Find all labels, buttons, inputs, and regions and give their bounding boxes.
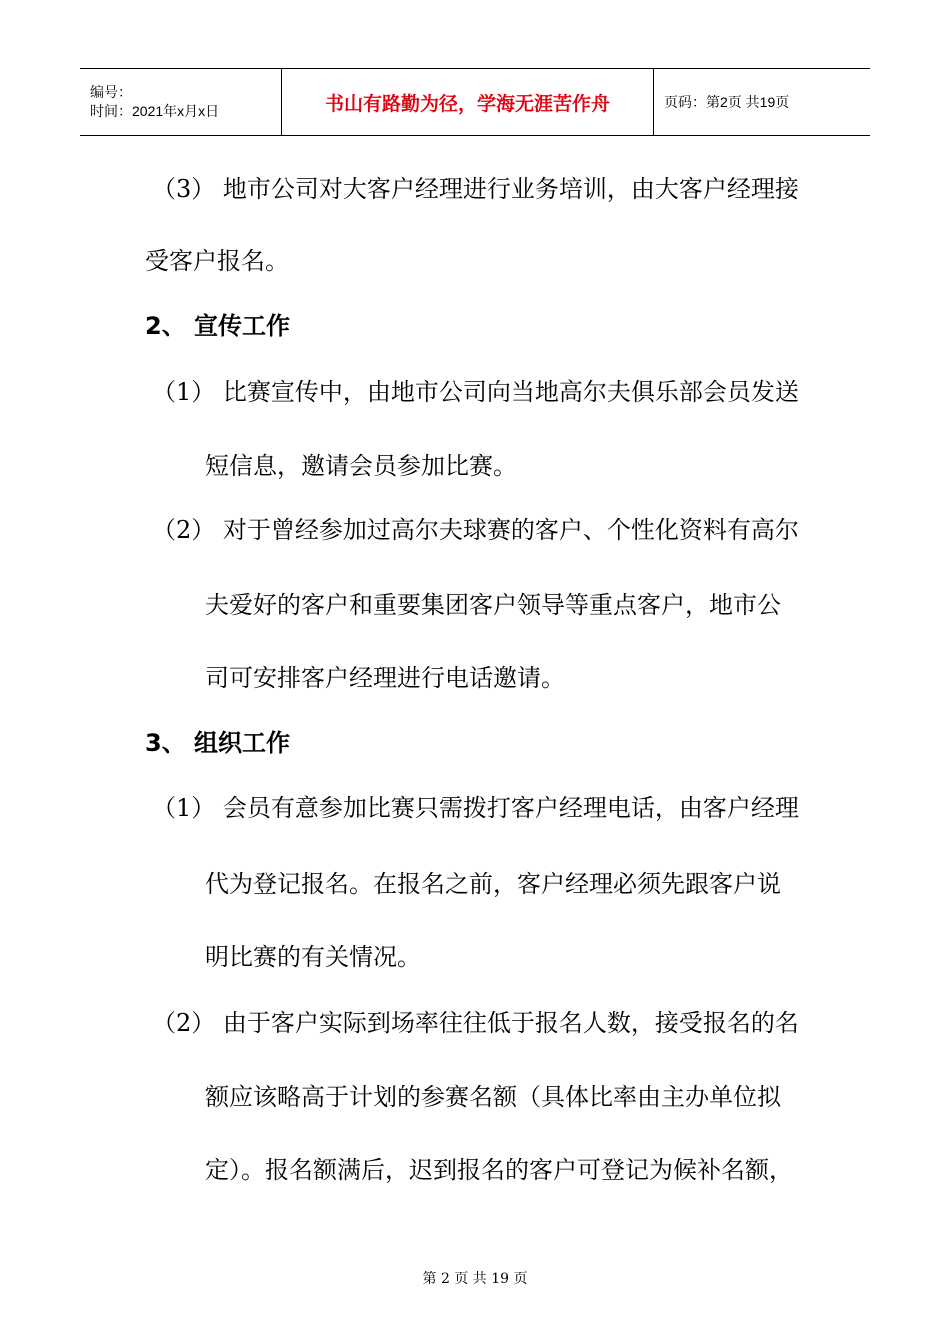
document-number-label: 编号： bbox=[90, 84, 132, 100]
header-motto bbox=[282, 69, 654, 135]
paragraph-line: 司可安排客户经理进行电话邀请。 bbox=[205, 664, 565, 692]
paragraph-line: （3） 地市公司对大客户经理进行业务培训，由大客户经理接 bbox=[152, 175, 799, 203]
paragraph-line: （1） 会员有意参加比赛只需拨打客户经理电话，由客户经理 bbox=[152, 794, 799, 822]
header-meta bbox=[80, 69, 282, 135]
header-page-info bbox=[654, 69, 870, 135]
paragraph-line: （2） 由于客户实际到场率往往低于报名人数，接受报名的名 bbox=[152, 1009, 799, 1037]
paragraph-line: 代为登记报名。在报名之前，客户经理必须先跟客户说 bbox=[205, 870, 781, 898]
footer-page-number: 第 2 页 共 19 页 bbox=[422, 1271, 528, 1287]
paragraph-line: 额应该略高于计划的参赛名额（具体比率由主办单位拟 bbox=[205, 1083, 781, 1111]
paragraph-line: （1） 比赛宣传中，由地市公司向当地高尔夫俱乐部会员发送 bbox=[152, 378, 799, 406]
page-number-label: 页码：第2页 共19页 bbox=[664, 94, 790, 110]
document-date-label: 时间：2021年x月x日 bbox=[90, 103, 220, 119]
paragraph-line: 短信息，邀请会员参加比赛。 bbox=[205, 452, 517, 480]
motto-text: 书山有路勤为径，学海无涯苦作舟 bbox=[324, 92, 610, 115]
page-footer bbox=[0, 1268, 950, 1288]
paragraph-line: 明比赛的有关情况。 bbox=[205, 943, 421, 971]
page-header bbox=[80, 68, 870, 136]
paragraph-line: 夫爱好的客户和重要集团客户领导等重点客户，地市公 bbox=[205, 591, 781, 619]
section-heading: 2、 宣传工作 bbox=[145, 312, 291, 340]
paragraph-line: 受客户报名。 bbox=[145, 247, 289, 275]
paragraph-line: 定）。报名额满后，迟到报名的客户可登记为候补名额， bbox=[205, 1156, 793, 1184]
paragraph-line: （2） 对于曾经参加过高尔夫球赛的客户、个性化资料有高尔 bbox=[152, 516, 799, 544]
section-heading: 3、 组织工作 bbox=[145, 729, 291, 757]
